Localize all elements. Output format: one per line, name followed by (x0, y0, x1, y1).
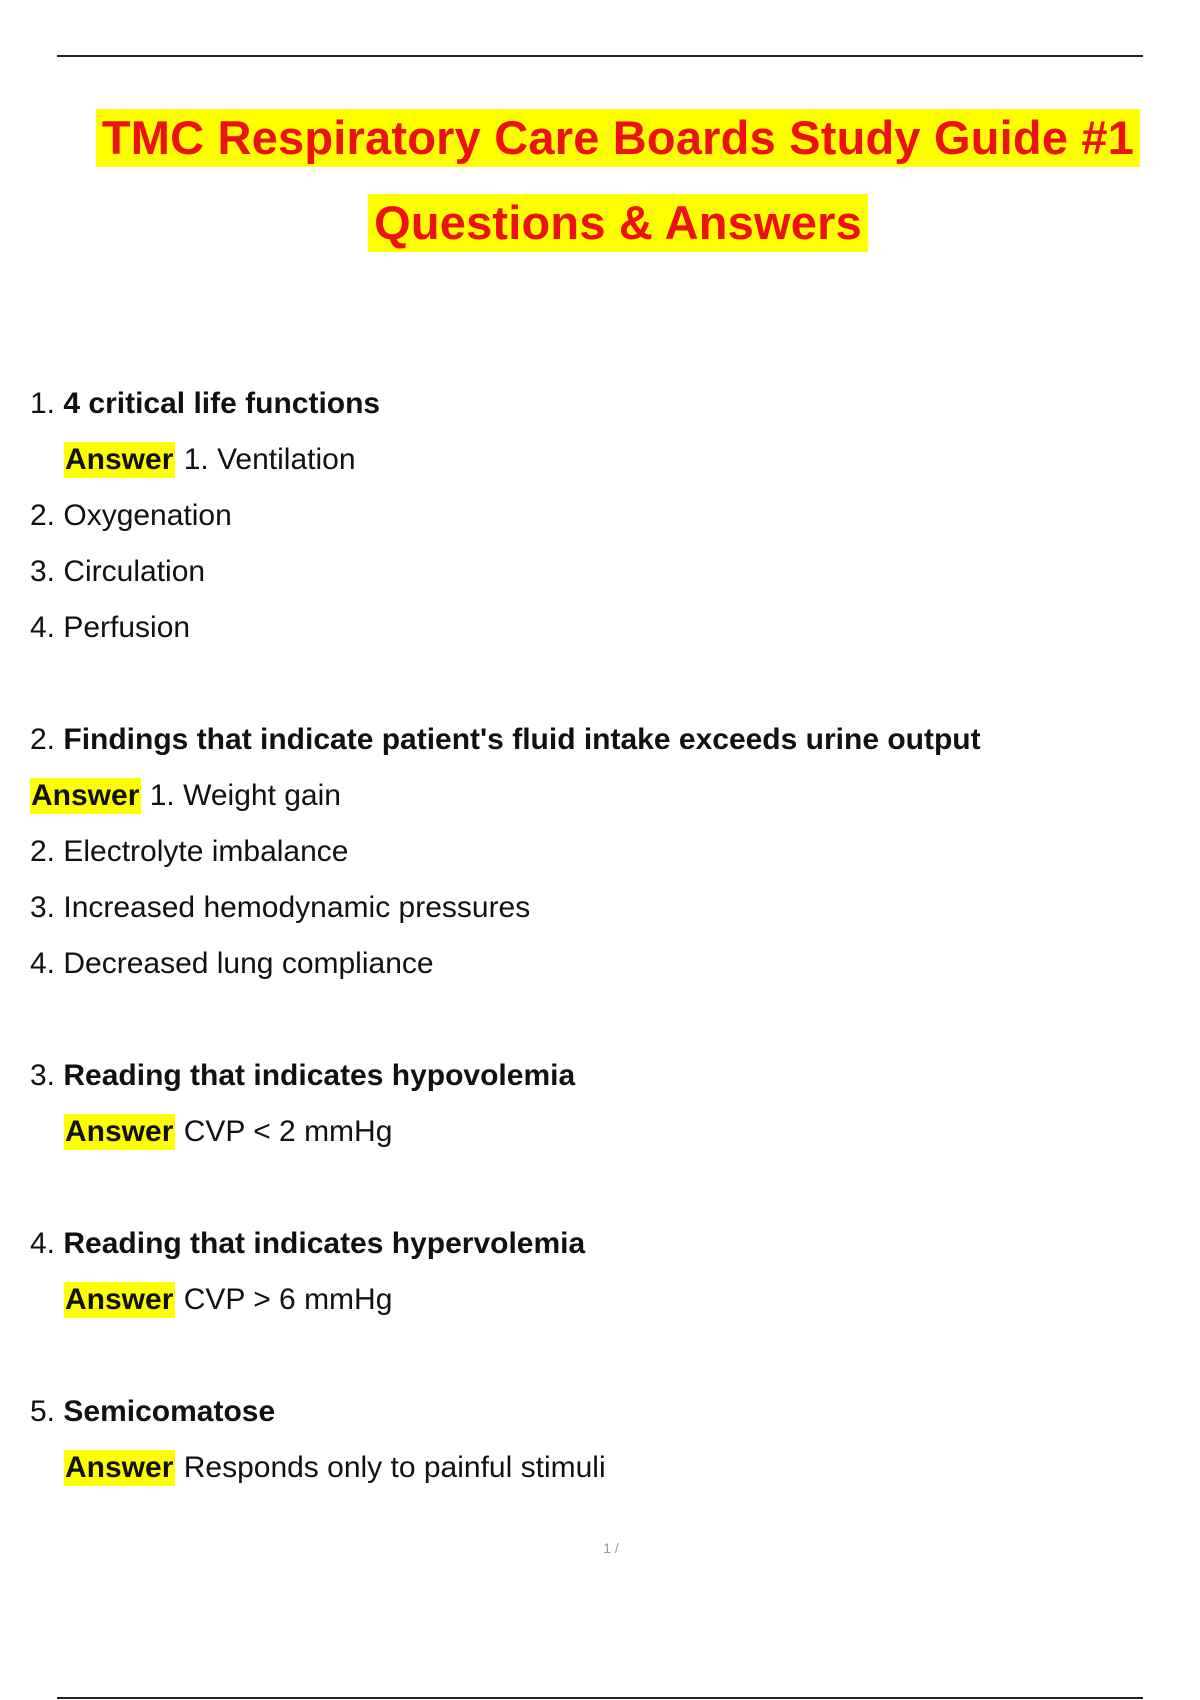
answer-text: 1. Weight gain (149, 779, 341, 812)
answer-label: Answer (65, 1283, 174, 1316)
question-text: Reading that indicates hypervolemia (63, 1227, 586, 1260)
question-number: 2. (30, 723, 56, 756)
answer-text: CVP > 6 mmHg (183, 1283, 393, 1316)
answer-2 (30, 768, 1160, 824)
question-number: 3. (30, 1059, 56, 1092)
page-number: 1 / (603, 1540, 619, 1556)
question-1 (30, 376, 1160, 432)
question-3 (30, 1048, 1160, 1104)
answer-text: Responds only to painful stimuli (183, 1451, 606, 1484)
answer-5 (30, 1440, 1160, 1496)
question-text: Reading that indicates hypovolemia (63, 1059, 576, 1092)
document-title: TMC Respiratory Care Boards Study Guide #1 (96, 109, 1140, 167)
header-rule (57, 55, 1143, 57)
question-5 (30, 1384, 1160, 1440)
answer-label: Answer (65, 1115, 174, 1148)
question-list (30, 376, 1160, 1496)
question-text: 4 critical life functions (63, 387, 381, 420)
question-number: 5. (30, 1395, 56, 1428)
answer-text: 1. Ventilation (183, 443, 356, 476)
footer-rule (57, 1697, 1143, 1699)
answer-3 (30, 1104, 1160, 1160)
answer-text: CVP < 2 mmHg (183, 1115, 393, 1148)
answer-label: Answer (31, 779, 140, 812)
question-number: 4. (30, 1227, 56, 1260)
question-4 (30, 1216, 1160, 1272)
answer-label: Answer (65, 443, 174, 476)
answer-continuation: 4. Decreased lung compliance (30, 947, 434, 980)
answer-continuation: 3. Circulation (30, 555, 206, 588)
answer-4 (30, 1272, 1160, 1328)
document-subtitle: Questions & Answers (368, 194, 868, 252)
question-2 (30, 712, 1160, 768)
question-text: Semicomatose (63, 1395, 276, 1428)
title-line-2-wrap (18, 194, 1200, 252)
answer-continuation: 2. Oxygenation (30, 499, 232, 532)
answer-continuation: 4. Perfusion (30, 611, 191, 644)
question-text: Findings that indicate patient's fluid intake exceeds urine output (63, 723, 981, 756)
answer-continuation: 2. Electrolyte imbalance (30, 835, 349, 868)
answer-continuation: 3. Increased hemodynamic pressures (30, 891, 531, 924)
question-number: 1. (30, 387, 56, 420)
answer-1 (30, 432, 1160, 488)
answer-label: Answer (65, 1451, 174, 1484)
title-line-1-wrap (18, 109, 1200, 167)
